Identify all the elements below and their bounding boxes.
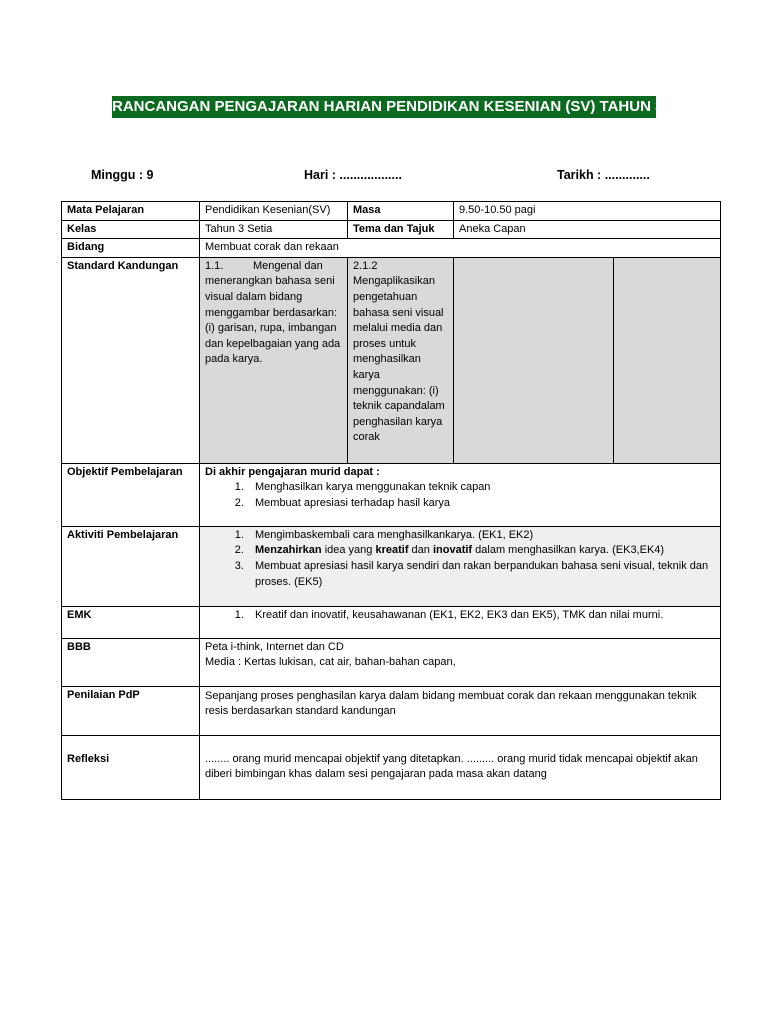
objektif-content [200,463,721,526]
aktiviti-content [200,526,721,606]
row-kelas [62,220,721,239]
aktiviti-item2-b: idea yang [321,544,376,557]
aktiviti-item [247,543,715,559]
tema-value: Aneka Capan [454,220,721,239]
aktiviti-item: 3. Membuat apresiasi hasil karya sendiri dan rakan berpandukan bahasa seni visual, teknik dan proses. (EK5) [247,559,715,590]
tema-label: Tema dan Tajuk [348,220,454,239]
document-title: RANCANGAN PENGAJARAN HARIAN PENDIDIKAN KESENIAN (SV) TAHUN 3 [112,96,656,118]
kelas-label: Kelas [62,220,200,239]
emk-list [205,608,715,624]
row-standard-kandungan [62,257,721,463]
bidang-value: Membuat corak dan rekaan [200,239,721,258]
aktiviti-item2-d: dan [408,544,433,557]
emk-item: 1. Kreatif dan inovatif, keusahawanan (EK1, EK2, EK3 dan EK5), TMK dan nilai murni. [247,608,715,624]
mata-pelajaran-label: Mata Pelajaran [62,202,200,221]
aktiviti-item: 1. Mengimbaskembali cara menghasilkankarya. (EK1, EK2) [247,528,715,544]
bbb-line-2: Media : Kertas lukisan, cat air, bahan-bahan capan, [205,656,456,669]
row-objektif [62,463,721,526]
objektif-item: 1. Menghasilkan karya menggunakan teknik capan [247,480,715,496]
row-mata-pelajaran [62,202,721,221]
sk1-number: 1.1. [205,259,224,272]
lesson-plan-table [61,201,721,800]
row-bidang [62,239,721,258]
objektif-intro: Di akhir pengajaran murid dapat : [205,465,380,478]
bbb-content [200,638,721,686]
refleksi-content [200,735,721,799]
aktiviti-item2-a: Menzahirkan [255,544,322,557]
objektif-label: Objektif Pembelajaran [62,463,200,526]
bbb-label: BBB [62,638,200,686]
objektif-list [205,480,715,511]
sk2-number: 2.1.2 [353,259,378,272]
masa-value: 9.50-10.50 pagi [454,202,721,221]
emk-content [200,606,721,638]
hari-field: Hari : .................. [304,168,402,182]
aktiviti-item2-c: kreatif [375,544,409,557]
aktiviti-item2-e: inovatif [432,544,473,557]
row-penilaian [62,686,721,735]
penilaian-label: Penilaian PdP [62,686,200,735]
masa-label: Masa [348,202,454,221]
standard-kandungan-2 [348,257,454,463]
kelas-value: Tahun 3 Setia [200,220,348,239]
bbb-line-1: Peta i-think, Internet dan CD [205,640,344,653]
penilaian-text: Sepanjang proses penghasilan karya dalam bidang membuat corak dan rekaan menggunakan teknik resis berdasarkan standard kandungan [205,689,697,718]
aktiviti-label: Aktiviti Pembelajaran [62,526,200,606]
row-aktiviti [62,526,721,606]
emk-label: EMK [62,606,200,638]
standard-kandungan-1 [200,257,348,463]
aktiviti-list [205,528,715,590]
standard-kandungan-label: Standard Kandungan [62,257,200,463]
standard-kandungan-empty-1 [454,257,614,463]
penilaian-content [200,686,721,735]
refleksi-text: ........ orang murid mencapai objektif yang ditetapkan. ......... orang murid tidak mencapai objektif akan diberi bimbingan khas dalam sesi pengajaran pada masa akan datang [205,752,698,781]
row-refleksi [62,735,721,799]
minggu-field: Minggu : 9 [91,168,154,182]
sk1-text-a: Mengenal dan [253,259,323,272]
sk2-text: Mengaplikasikan pengetahuan bahasa seni visual melalui media dan proses untuk menghasilkan karya menggunakan: (i) teknik capandalam penghasilan karya corak [353,275,445,444]
row-bbb [62,638,721,686]
objektif-item: 2. Membuat apresiasi terhadap hasil karya [247,496,715,512]
bidang-label: Bidang [62,239,200,258]
standard-kandungan-empty-2 [614,257,721,463]
mata-pelajaran-value: Pendidikan Kesenian(SV) [200,202,348,221]
aktiviti-item2-f: dalam menghasilkan karya. (EK3,EK4) [472,544,665,557]
row-emk [62,606,721,638]
refleksi-label: Refleksi [62,735,200,799]
sk1-text-b: menerangkan bahasa seni visual dalam bidang menggambar berdasarkan: (i) garisan, rupa, imbangan dan kepelbagaian yang ada pada karya. [205,275,341,366]
tarikh-field: Tarikh : ............. [557,168,650,182]
